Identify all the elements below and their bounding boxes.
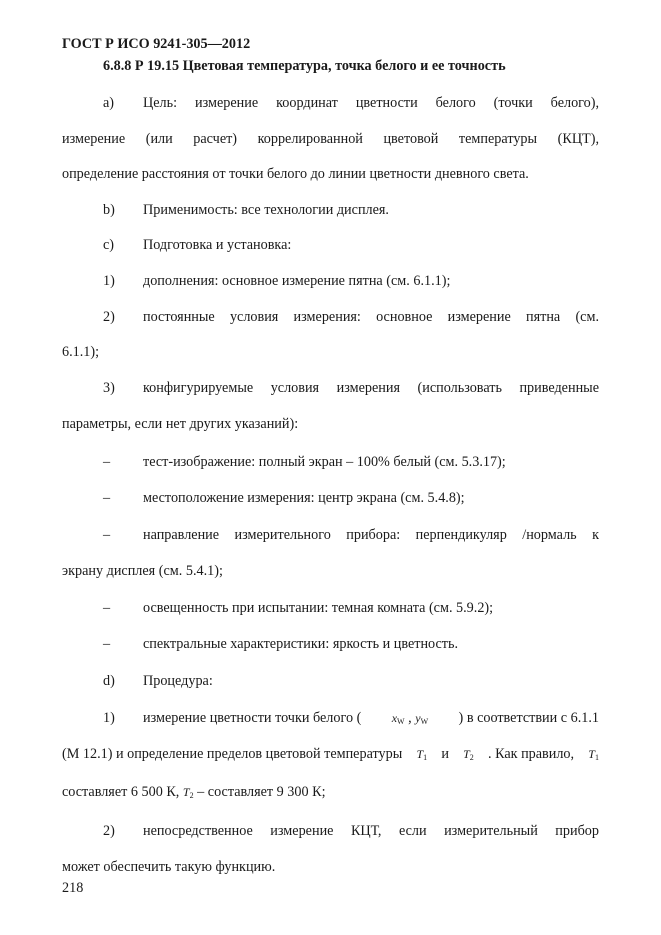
paragraph-line: может обеспечить такую функцию. — [62, 859, 276, 875]
item-marker: d) — [103, 673, 115, 689]
coordinates-formula — [392, 710, 428, 727]
dash-marker: – — [103, 490, 111, 506]
paragraph-line: местоположение измерения: центр экрана (см. 5.4.8); — [143, 490, 465, 506]
text-fragment: . Как правило, — [487, 746, 575, 762]
item-marker: 2) — [103, 823, 115, 839]
section-title: 6.8.8 Р 19.15 Цветовая температура, точка белого и ее точность — [103, 58, 506, 74]
text-fragment: ) в соответствии с 6.1.1 — [458, 710, 599, 726]
formula-t2: $T_2$ — [463, 747, 474, 762]
item-marker: a) — [103, 95, 115, 111]
sub-w: W — [397, 717, 405, 726]
text-fragment: – составляет 9 300 К; — [197, 784, 326, 800]
item-marker: 1) — [103, 710, 115, 726]
item-marker: c) — [103, 237, 115, 253]
dash-marker: – — [103, 600, 111, 616]
formula-t1: $T_1$ — [416, 747, 428, 762]
paragraph-line: экрану дисплея (см. 5.4.1); — [62, 563, 223, 579]
text-fragment: и — [441, 746, 449, 762]
paragraph-line: постоянные условия измерения: основное измерение пятна (см. — [143, 309, 599, 325]
paragraph-line: тест-изображение: полный экран – 100% белый (см. 5.3.17); — [143, 454, 506, 470]
paragraph-line: Подготовка и установка: — [143, 237, 292, 253]
paragraph-line: Процедура: — [143, 673, 213, 689]
var-x: x — [391, 711, 398, 725]
paragraph-line — [143, 710, 599, 727]
item-marker: 1) — [103, 273, 115, 289]
paragraph-line: измерение (или расчет) коррелированной цветовой температуры (КЦТ), — [62, 131, 599, 147]
paragraph-line: направление измерительного прибора: перпендикуляр /нормаль к — [143, 527, 599, 543]
var-y: y — [415, 711, 421, 725]
paragraph-line: Цель: измерение координат цветности белого (точки белого), — [143, 95, 599, 111]
paragraph-line: 6.1.1); — [62, 344, 100, 360]
dash-marker: – — [103, 527, 111, 543]
dash-marker: – — [103, 636, 111, 652]
formula-t1: $T_1$ — [588, 747, 599, 762]
item-marker: 3) — [103, 380, 115, 396]
text-fragment: (М 12.1) и определение пределов цветовой температуры — [62, 746, 403, 762]
formula-t2: $T_2$ — [182, 785, 194, 800]
comma: , — [404, 710, 412, 726]
paragraph-line: Применимость: все технологии дисплея. — [143, 202, 389, 218]
document-header: ГОСТ Р ИСО 9241-305—2012 — [62, 36, 251, 52]
text-fragment: измерение цветности точки белого ( — [143, 710, 362, 726]
item-marker: b) — [103, 202, 115, 218]
paragraph-line: дополнения: основное измерение пятна (см. 6.1.1); — [143, 273, 451, 289]
dash-marker: – — [103, 454, 111, 470]
paragraph-line: параметры, если нет других указаний): — [62, 416, 299, 432]
paragraph-line — [62, 746, 599, 763]
paragraph-line — [62, 784, 599, 801]
page-number: 218 — [62, 880, 84, 896]
paragraph-line: спектральные характеристики: яркость и цветность. — [143, 636, 458, 652]
item-marker: 2) — [103, 309, 115, 325]
paragraph-line: определение расстояния от точки белого до линии цветности дневного света. — [62, 166, 529, 182]
sub-w: W — [420, 717, 429, 726]
paragraph-line: конфигурируемые условия измерения (использовать приведенные — [143, 380, 599, 396]
paragraph-line: непосредственное измерение КЦТ, если измерительный прибор — [143, 823, 599, 839]
paragraph-line: освещенность при испытании: темная комната (см. 5.9.2); — [143, 600, 494, 616]
text-fragment: составляет 6 500 К, — [62, 784, 180, 800]
